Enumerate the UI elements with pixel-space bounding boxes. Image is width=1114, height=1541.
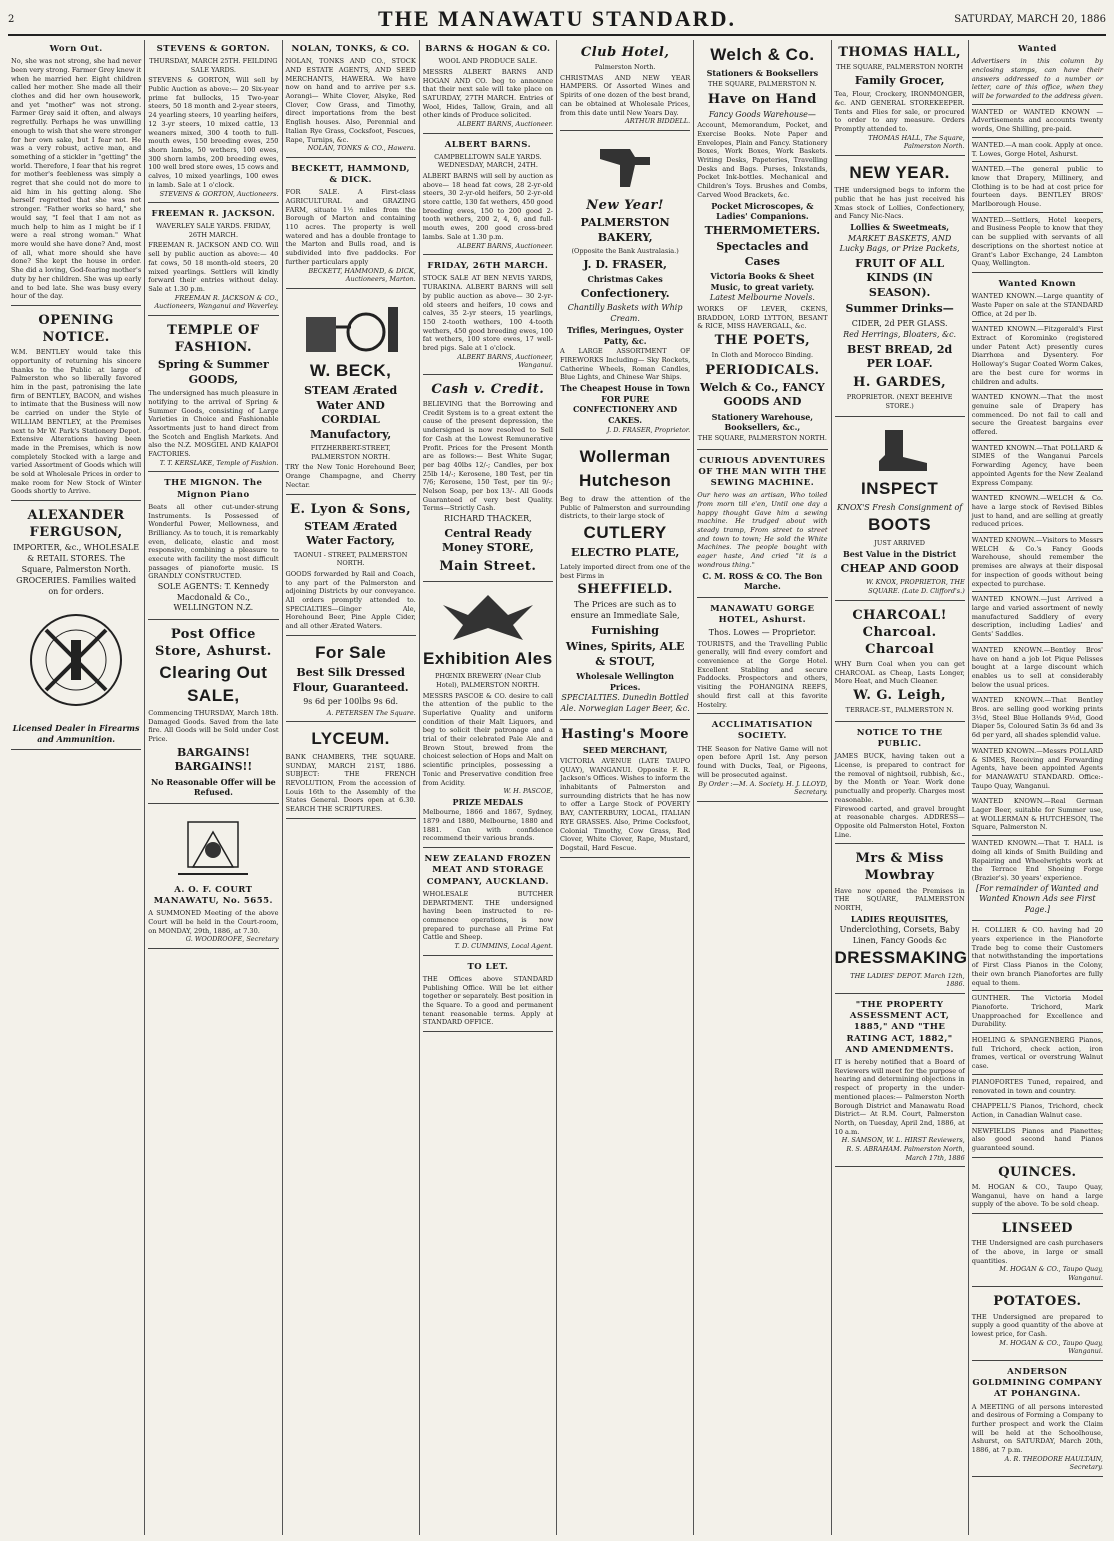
ad-title: ACCLIMATISATION SOCIETY. — [711, 720, 813, 742]
wanted-known-item: WANTED KNOWN.—That POLLARD & SIMES of the Wanganui Parcels Forwarding Agency, have been appointed Agents for the New Zealand Express Company. — [971, 443, 1103, 487]
ad-text: W.M. BENTLEY would take this opportunity of returning his sincere thanks to the Public at large of Palmerston who so liberally favored him in the past, patronising the late firm of BENTLEY, BACON, and wishes to intimate that the Business will now be carried on under the Style of WILLIAM BENTLEY, at the Premises next to Mr W. Park's Stationery Depot. Extensive Alterations having been made in the Premises, which is now completely Stocked with a large and varied Assortment of Goods which will be sold at Wholesale Prices in order to make room for New Stock of Winter Goods shortly to Arrive. — [11, 348, 142, 496]
fraser-bakery-ad — [560, 133, 690, 440]
victoria-books: Victoria Books & Sheet Music, to great variety. — [710, 271, 815, 292]
barns-hogan-ad — [423, 40, 553, 134]
knox-consignment: KNOX'S Fresh Consignment of — [836, 502, 963, 512]
wanted-known-item: WANTED KNOWN.—That Bentley Bros. are selling good working prints 3½d, Steel Blue Hollands 9½d, Good Diaper 5s, Coloured Satin 3s 6d and 3s 6d per yard, all shades splendid value. — [971, 696, 1103, 740]
fireworks: A LARGE ASSORTMENT OF FIREWORKS Including— Sky Rockets, Catherine Wheels, Roman Candles, Blue Lights, and Chinese War Ships. — [560, 347, 691, 382]
ad-title: Cash v. Credit. — [431, 381, 545, 397]
ad-signature: By Order :—M. A. Society. H. J. LLOYD, Secretary. — [698, 779, 828, 797]
collier-pianos-ad — [972, 923, 1103, 1157]
ad-signature: THOMAS HALL, The Square, Palmerston North. — [868, 133, 965, 151]
ad-text: TRY the New Tonic Horehound Beer, Orange Champagne, and Cherry Nectar. — [285, 463, 416, 489]
ad-title: STEVENS & GORTON. — [156, 44, 271, 54]
ad-signature: ALBERT BARNS, Auctioneer. — [457, 120, 553, 129]
ad-text: Beats all other cut-under-strung Instruments. Is Possessed of Wonderful Power, Mellowness, and Brilliancy. As to touch, it is remarkably even, delicate, elastic and most responsive, combining a pleasure to execute with facility the most difficult passages of pianoforte music. IS GRANDLY CONSTRUCTED. — [148, 502, 279, 581]
acclimatisation-ad — [697, 716, 827, 801]
poets-binding: In Cloth and Morocco Binding. — [711, 351, 814, 360]
ad-footer: Licensed Dealer in Firearms and Ammunition. — [12, 723, 140, 744]
wanted-item: WANTED or WANTED KNOWN —Advertisements and accounts twenty words, One Shilling, pre-paid. — [971, 107, 1103, 134]
ad-text: H. COLLIER & CO. having had 20 years experience in the Pianoforte Trade beg to come their Customers that notwithstanding the importations of First Class Pianos in the Colony, their own branch Pianofortes are fully equal to them. — [971, 926, 1103, 987]
ad-subtitle: PHŒNIX BREWERY (Near Club Hotel), PALMERSTON NORTH. — [434, 672, 541, 689]
wanted-known-item: WANTED KNOWN.—Large quantity of Waste Paper on sale at the STANDARD Office, at 2d per lb. — [971, 292, 1103, 318]
nolan-tonks-ad — [286, 40, 416, 158]
boots-heading: BOOTS — [868, 515, 932, 535]
temple-of-fashion-ad — [148, 318, 278, 473]
gardes-name: H. GARDES, — [853, 375, 947, 390]
ad-title: TEMPLE OF FASHION. — [167, 322, 260, 355]
ad-title: MANAWATU GORGE HOTEL, Ashurst. — [710, 603, 815, 625]
charcoal-ad — [835, 603, 965, 722]
ad-subtitle: STEAM Ærated Water Factory, — [304, 519, 398, 548]
ad-text: CHRISTMAS AND NEW YEAR HAMPERS. Of Assorted Wines and Spirits of one dozen of the best brand, can be obtained at Wholesale Prices, from this date until New Years Day. — [560, 73, 691, 117]
ad-text: VICTORIA AVENUE (LATE TAUPO QUAY), WANGANUI. Opposite F. R. Jackson's Offices. Wishes to inform the inhabitants of Palmerston and surrounding districts that he has now to offer a Large Stock of POVERTY BAY, CANTERBURY, LOCAL, ITALIAN RYE GRASSES. Also, Prime Cocksfoot, Colonial Timothy, Cow Grass, Red Clover, White Clover, Rape, Mustard, Dogstail, Hard Fescue. — [560, 756, 691, 852]
nz-frozen-meat-ad — [423, 850, 553, 955]
ad-signature: H. SAMSON, W. L. HIRST Reviewers, R. S. ABRAHAM. Palmerston North, March 17th, 1886 — [841, 1136, 965, 1162]
have-on-hand: Have on Hand — [707, 91, 817, 107]
column-4 — [420, 40, 557, 1535]
linseed-ad — [972, 1216, 1103, 1287]
ad-subtitle: SEED MERCHANT, — [582, 745, 668, 756]
ad-signature: ARTHUR BIDDELL. — [625, 117, 691, 126]
ad-signature: W. H. PASCOE, — [503, 787, 553, 796]
ad-signature: BECKETT, HAMMOND, & DICK, Auctioneers, Marton. — [308, 266, 416, 284]
wanted-known-section — [972, 275, 1103, 921]
wanted-item: WANTED.—The general public to know that Drapery, Millinery, and Clothing is to be had at cost price for fourteen days. BENTLEY BROS' Marlborough House. — [971, 165, 1103, 209]
ad-title: NOTICE TO THE PUBLIC. — [856, 727, 943, 750]
ad-title-2: Hutcheson — [578, 471, 672, 491]
ad-address: THE SQUARE, PALMERSTON N. — [708, 79, 817, 88]
lyon-sons-ad — [286, 497, 416, 636]
ad-subtitle: THURSDAY, MARCH 25TH. FEILDING SALE YARDS. — [149, 57, 278, 74]
ad-signature: A. R. THEODORE HAULTAIN, Secretary. — [1004, 1454, 1103, 1472]
ad-signature: ALBERT BARNS, Auctioneer, Wanganui. — [457, 352, 553, 370]
ad-title: OPENING NOTICE. — [38, 312, 114, 346]
gorge-hotel-ad — [697, 600, 827, 715]
ad-title: LYCEUM. — [311, 729, 390, 749]
for-sale-flour-ad — [286, 638, 416, 723]
ad-subtitle: Thos. Lowes — Proprietor. — [708, 628, 816, 638]
ad-title: W. BECK, — [309, 360, 392, 380]
issue-date: SATURDAY, MARCH 20, 1886 — [954, 14, 1106, 25]
post-office-store-ad — [148, 622, 278, 804]
boot-illustration — [865, 425, 935, 475]
ferguson-ad — [11, 503, 141, 750]
opening-notice-ad — [11, 308, 141, 501]
best-value: Best Value in the District — [843, 549, 957, 560]
newspaper-title: THE MANAWATU STANDARD. — [378, 6, 736, 31]
ad-text: IT is hereby notified that a Board of Reviewers will meet for the purpose of hearing and determining objections in respect of property in the under-mentioned places:— Palmerston North Borough District and Manawatu Road District— At R.M. Court, Palmerston North, on Tuesday, April 2nd, 1886, at 10 a.m. — [834, 1058, 965, 1136]
ad-text: Beg to draw the attention of the Public of Palmerston and surrounding districts, to their large stock of — [560, 494, 691, 521]
ad-title: E. Lyon & Sons, — [290, 501, 412, 517]
page-number: 2 — [8, 14, 15, 25]
ben-nevis-sale-ad — [423, 257, 553, 375]
ad-signature: G. WOODROOFE, Secretary — [185, 935, 279, 944]
pocket-microscopes: Pocket Microscopes, & Ladies' Companions. — [711, 200, 814, 222]
sheffield-text: Lately imported direct from one of the best Firms in — [560, 562, 691, 580]
melbourne-novels: Latest Melbourne Novels. — [709, 293, 815, 303]
ad-title: FRIDAY, 26TH MARCH. — [427, 261, 549, 272]
ad-title: "THE PROPERTY ASSESSMENT ACT, 1885," AND "THE RATING ACT, 1882," AND AMENDMENTS. — [845, 999, 954, 1055]
ad-text: FREEMAN R. JACKSON AND CO. Will sell by public auction as above:— 40 fat cows, 50 18 month-old steers, 20 mixed yearlings. Settlers will kindly forward their entries without delay. Sale at 1.30 p.m. — [148, 241, 279, 293]
bon-marche: C. M. ROSS & CO. The Bon Marche. — [702, 570, 823, 592]
wines-spirits: Wines, Spirits, ALE & STOUT, — [565, 640, 685, 668]
ad-title: Wollerman — [579, 446, 671, 466]
leigh-name: W. G. Leigh, — [853, 688, 946, 704]
ad-title: INSPECT — [861, 479, 939, 499]
ad-signature: NOLAN, TONKS & CO., Hawera. — [307, 144, 416, 153]
chantilly-baskets: Chantilly Baskets with Whip Cream. — [567, 303, 683, 323]
ad-address: FITZHERBERT-STREET, PALMERSTON NORTH. — [310, 444, 391, 461]
ad-signature: M. HOGAN & CO., Taupo Quay, Wanganui. — [999, 1338, 1103, 1356]
section-intro: Advertisers in this column by enclosing stamps, can have their answers addressed to a number or letter, care of this office, when they will be forwarded to the address given. — [971, 57, 1103, 101]
wanted-known-item: WANTED KNOWN.—WELCH & Co. have a large stock of Revised Bibles just to hand, and are selling at greatly reduced prices. — [971, 494, 1103, 529]
ad-subtitle: Palmerston North. — [594, 63, 656, 72]
column-2 — [145, 40, 282, 1535]
ad-title: New Year! — [586, 197, 665, 213]
stevens-gorton-ad — [148, 40, 278, 203]
ad-title: CHARCOAL! Charcoal. Charcoal — [852, 607, 947, 657]
ad-title: NEW YEAR. — [849, 162, 950, 182]
ad-title: Mrs & Miss Mowbray — [855, 851, 944, 884]
ad-title: Club Hotel, — [580, 45, 670, 60]
ad-signature: T. T. KERSLAKE, Temple of Fashion. — [159, 458, 279, 467]
ad-lead: Spring & Summer GOODS, — [157, 358, 269, 386]
ad-text: The undersigned has much pleasure in notifying to the arrival of Spring & Summer Goods, consisting of Large Varieties in Choice and Fashionable Assortments just to hand direct from the Scotch and English Markets. And also the N.Z. MOSGIEL AND KAIAPOI FACTORIES. — [148, 389, 279, 459]
forester-crest-illustration — [173, 812, 253, 882]
ladies-requisites: LADIES REQUISITES, — [850, 913, 949, 924]
cider: CIDER, 2d PER GLASS. — [851, 318, 948, 328]
ad-text: Best Silk Dressed Flour, Guaranteed. — [292, 666, 409, 694]
chappell-text: CHAPPELL'S Pianos, Trichord, check Action, in Canadian Walnut case. — [971, 1102, 1103, 1119]
ad-signature: A. PETERSEN The Square. — [326, 708, 416, 717]
ad-text: STEVENS & GORTON, Will sell by Public Auction as above:— 20 Six-year prime fat bullocks, 15 Two-year steers, 50 18 month and 2-year steers, 24 yearling steers, 10 yearling heifers, 12 3-yr steers, 10 mixed cattle, 13 weaners mixed, 300 4 tooth to full-mouth ewes, 150 breeding ewes, 250 shorn lambs, 50 wethers, 100 ewes, 300 shorn lambs, 200 breeding ewes, 100 well bred store ewes, 15 cows and calves, 10 mixed yearlings, 100 ewes in lamb. Sale at 1 o'clock. — [148, 76, 279, 189]
stationery-warehouse: Stationery Warehouse, Booksellers, &c., — [711, 411, 814, 433]
red-herrings: Red Herrings, Bloaters, &c. — [843, 330, 957, 340]
gardes-new-year-ad — [835, 158, 965, 417]
underclothing: Underclothing, Corsets, Baby Linen, Fancy Goods &c — [839, 925, 960, 945]
ad-subtitle: WAVERLEY SALE YARDS. FRIDAY, 26TH MARCH. — [155, 222, 271, 239]
ad-text: BANK CHAMBERS, THE SQUARE. SUNDAY, MARCH 21ST, 1886. SUBJECT: THE FRENCH REVOLUTION, From the accession of Louis 16th to the Assembly of the States General. Doors open at 6.30. SEARCH THE SCRIPTURES. — [285, 752, 416, 814]
clearing-sale-title: Clearing Out SALE, — [159, 663, 268, 705]
square-address: THE SQUARE, PALMERSTON NORTH. — [697, 434, 827, 442]
ad-subtitle: STEAM Ærated Water AND CORDIAL Manufactory, — [304, 384, 398, 441]
wanted-section — [972, 40, 1103, 273]
ad-title: ALBERT BARNS. — [444, 139, 532, 150]
furnishing: Furnishing — [591, 623, 659, 637]
cash-credit-ad — [423, 377, 553, 582]
ad-title: TO LET. — [467, 961, 509, 972]
wanted-known-item: WANTED KNOWN.—Messrs POLLARD & SIMES, Receiving and Forwarding Agents, have been appointed Agents for MANAWATU STANDARD. Office:- Taupo Quay, Wanganui. — [971, 746, 1103, 790]
central-store-title: Central Ready Money STORE, — [441, 526, 534, 555]
exhibition-ales-ad — [423, 584, 553, 848]
column-6 — [694, 40, 831, 1535]
ad-subtitle: IMPORTER, &c., WHOLESALE & RETAIL STORES. The Square, Palmerston North. — [13, 543, 140, 574]
column-7 — [832, 40, 969, 1535]
article-text: No, she was not strong, she had never been very strong. Farmer Grey knew it when he married her. Eight children called her mother. She made all their clothes and did her own housework, and yet "mother" was not strong. Farmer Grey said it often, and always regretfully. Perhaps he was unwilling enough to wish that she were stronger for her own sake, but I fear not. He was a very robust, active man, and something of a stickler in "getting" the world. Therefore, I fear that his regret for mother's feebleness was simply a regret that she could not do more to aid him in his getting along. She herself regretted that she was not stronger. "Father works so hard," she would say, "I feel that I am not as much help to him as I might be if I were a real strong woman." What more would she have done? And, most of all, what more should she have done? She kept the house in order. She did a loving, God-fearing mother's duty by her children. She was up early and to bed late. She was busy every hour of the day. — [11, 57, 142, 301]
ad-text: ALBERT BARNS will sell by auction as above— 18 head fat cows, 28 2-yr-old steers, 30 2-yr-old heifers, 50 2-yr-old store cattle, 130 fat wethers, 450 good breeding ewes, 150 to 200 good 2-tooth wethers, 200 2, 4, 6, and full-mouth ewes, 200 good cross-bred lambs. Sale at 1.30 p.m. — [422, 171, 553, 241]
wanted-known-item: WANTED KNOWN.—That T. HALL is doing all kinds of Smith Building and Repairing and Wheelwrights work at the Terrace End Shoeing Forge (Brazier's). 30 years' experience. — [971, 839, 1103, 882]
ad-text: TOURISTS, and the Travelling Public generally, will find every comfort and convenience at the Gorge Hotel. Excellent Stabling and secure Paddocks. Prospectors and others, visiting the POHANGINA REEFS, should first call at this favorite Hostelry. — [697, 639, 828, 709]
section-title: Wanted Known — [998, 278, 1077, 289]
just-arrived: JUST ARRIVED — [874, 538, 925, 547]
ad-title: NOLAN, TONKS, & CO. — [291, 44, 410, 54]
thermometers: THERMOMETERS. — [704, 223, 821, 237]
ad-text: GOODS forwarded by Rail and Coach, to any part of the Palmerston and adjoining Districts by our conveyance. All orders promptly attended to. SPECIALTIES—Ginger Ale, Horehound Beer, Pine Apple Cider, and all other Ærated Waters. — [285, 569, 416, 631]
ad-text: NOLAN, TONKS AND CO., STOCK AND ESTATE AGENTS, AND SEED MERCHANTS, HAWERA. We have now on hand and to arrive per s.s. Aorangi— White Clover, Alsyke, Red Clover, Cow Grass, and Timothy, direct importations from the best English houses. Also, Perennial and Italian Rye Grass, Cocksfoot, Fescues, Rape, Turnips, &c. — [285, 57, 416, 144]
ad-text: FOR SALE. A First-class AGRICULTURAL and GRAZING FARM, situate 1½ miles from the Borough of Marton and containing 110 acres. The property is well watered and has a double frontage to the Marton and Bulls road, and is subdivided into five paddocks. For further particulars apply — [285, 188, 416, 266]
ad-text: Commencing THURSDAY, March 18th. Damaged Goods. Saved from the late fire. All Goods will be Sold under Cost Price. — [148, 708, 279, 744]
cutlery-heading: CUTLERY — [583, 522, 667, 542]
wollerman-hutcheson-ad — [560, 442, 690, 720]
ad-title: Hasting's Moore — [561, 727, 689, 743]
ad-signature: RICHARD THACKER, — [444, 514, 532, 524]
pianofortes-text: PIANOFORTES Tuned, repaired, and renovated in town and country. — [971, 1077, 1103, 1095]
hastings-moore-ad — [560, 722, 690, 857]
court-manawatu-ad — [148, 806, 278, 949]
ad-signature: T. D. CUMMINS, Local Agent. — [454, 942, 553, 951]
ad-title: Post Office Store, Ashurst. — [155, 626, 272, 659]
wanted-known-item: WANTED KNOWN.—Visitors to Messrs WELCH & Co.'s Fancy Goods Warehouse, should remember the premises are always at their disposal for inspection of goods without being expected to purchase. — [971, 536, 1103, 588]
ad-title: ANDERSON GOLDMINING COMPANY AT POHANGINA. — [972, 1366, 1103, 1400]
cheap-and-good: CHEAP AND GOOD — [840, 561, 959, 575]
bakery-subtitle: (Opposite the Bank Australasia.) — [571, 247, 679, 256]
albert-barns-ad — [423, 136, 553, 256]
spectacles: Spectacles and Cases — [716, 240, 809, 268]
no-offer-refused: No Reasonable Offer will be Refused. — [150, 776, 276, 798]
anderson-goldmining-ad — [972, 1363, 1103, 1477]
quinces-ad — [972, 1160, 1103, 1214]
fruit: FRUIT OF ALL KINDS (IN SEASON). — [855, 256, 945, 299]
ad-subtitle: Stationers & Booksellers — [706, 68, 819, 79]
gardes-subtitle: PROPRIETOR. (NEXT BEEHIVE STORE.) — [846, 393, 953, 410]
knox-boots-ad — [835, 419, 965, 600]
ad-title: BARNS & HOGAN & CO. — [425, 44, 551, 54]
wanted-known-item: WANTED KNOWN.—Just Arrived a large and varied assortment of newly manufactured Saddlery of every description, including Ladies' and Gents' Saddles. — [971, 595, 1103, 639]
ad-signature: W. KNOX, PROPRIETOR, THE SQUARE. (Late D. Clifford's.) — [865, 578, 965, 595]
ad-text: Our hero was an artisan, Who toiled from morn till e'en, Until one day a happy thought Gave him a sewing machine. He trudged about with steady tramp, From street to street and town to town; He sold the White Machines. The people bought with eager haste, And cried "it is a wondrous thing." — [697, 491, 828, 569]
thomas-hall-ad — [835, 40, 965, 156]
prize-medals-title: PRIZE MEDALS — [452, 796, 524, 807]
ad-title: Welch & Co. — [710, 45, 815, 64]
wholesale-prices: Wholesale Wellington Prices. — [576, 671, 674, 692]
market-baskets: MARKET BASKETS, AND Lucky Bags, or Prize Packets, — [839, 233, 960, 254]
ad-title: QUINCES. — [998, 1164, 1077, 1180]
ad-signature: FREEMAN R. JACKSON & CO., Auctioneers, Wanganui and Waverley. — [154, 293, 279, 311]
ad-subtitle: THE SQUARE, PALMERSTON NORTH — [836, 63, 964, 72]
central-store-street: Main Street. — [439, 558, 537, 574]
works-of-authors: WORKS OF LEVER, CKENS, BRADDON, LORD LYTTON, BESANT & RICE, MISS HAVERGALL, &c. — [697, 304, 828, 331]
wanted-known-item: WANTED KNOWN.—Fitzgerald's First Extract of Korominko (registered under Patent Act) presently cures Diarrhœa and Dysentery. For Holloway's Sugar Coated Worm Cakes, are the best cure for worms in children and adults. — [971, 325, 1103, 386]
bakery-title: PALMERSTON BAKERY, — [580, 215, 670, 244]
wanted-known-item: WANTED KNOWN.—Real German Lager Beer, suitable for Summer use, at WOLLERMAN & HUTCHESON, The Square, Palmerston N. — [971, 797, 1103, 832]
property-assessment-ad — [835, 996, 965, 1167]
fancy-goods-warehouse: Fancy Goods Warehouse— — [708, 109, 816, 119]
ad-title: CURIOUS ADVENTURES OF THE MAN WITH THE SEWING MACHINE. — [698, 455, 827, 489]
ad-title: THE MIGNON. The Mignon Piano — [164, 478, 263, 500]
ad-subtitle: WOOL AND PRODUCE SALE. — [438, 57, 538, 66]
column-1 — [8, 40, 145, 1535]
ad-text: Have now opened the Premises in THE SQUARE, PALMERSTON NORTH, — [834, 886, 965, 913]
notice-public-ad — [835, 724, 965, 844]
lyceum-ad — [286, 724, 416, 818]
ad-title: POTATOES. — [993, 1294, 1082, 1310]
ad-text: BELIEVING that the Borrowing and Credit System is to a great extent the cause of the present depression, the undersigned is now resolved to Sell for Cash at the Lowest Remunerative Profit. Prices for the Present Month are as follows:— Best White Sugar, per bag 40lbs 12/-; Candles, per box 25lb 14/-; Kerosene, 180 Test, per tin 7/6; Kerosene, 150 Test, per tin 9/-; Nelson Soap, per box 13/-. All Goods Guaranteed of very best Quality. Terms—Strictly Cash. — [422, 400, 553, 513]
wanted-known-item: WANTED KNOWN.—That the most genuine sale of Drapery has commenced. Do not fail to call and secure the Greatest bargains ever offered. — [971, 393, 1103, 437]
ad-text: M. HOGAN & CO., Taupo Quay, Wanganui, have on hand a large supply of the above. To be sold cheap. — [971, 1182, 1103, 1209]
ad-signature: STEVENS & GORTON, Auctioneers. — [159, 189, 279, 198]
bargains-banner: BARGAINS! BARGAINS!! — [174, 745, 253, 774]
fancy-goods-heading: Welch & Co., FANCY GOODS AND — [700, 380, 825, 409]
cutlery-emblem-illustration — [21, 600, 131, 720]
ad-text: THE Undersigned are prepared to supply a good quantity of the above at lowest price, for Cash. — [971, 1312, 1103, 1339]
ad-text: MESSRS ALBERT BARNS AND HOGAN AND CO. beg to announce that their next sale will take place on SATURDAY, 27TH MARCH. Entries of Wool, Hides, Tallow, Grain, and all other kinds of Produce solicited. — [422, 67, 553, 120]
ad-address: TAONUI - STREET, PALMERSTON NORTH. — [293, 550, 408, 568]
ad-signature: J. D. FRASER, Proprietor. — [607, 426, 691, 435]
ad-title: NEW ZEALAND FROZEN MEAT AND STORAGE COMPANY, AUCKLAND. — [424, 854, 552, 887]
ad-text: JAMES BUCK, having taken out a License, is prepared to contract for the removal of nightsoil, rubbish, &c., by the Month or Year. Work done punctually and properly. Charges most reasonable. — [834, 752, 965, 804]
column-3 — [283, 40, 420, 1535]
ad-text: A MEETING of all persons interested and desirous of Forming a Company to further prospect and work the Claim will be held at the Schoolhouse, Ashurst, on SATURDAY, March 20th, 1886, at 7 p.m. — [971, 1402, 1103, 1455]
ad-agent: SOLE AGENTS: T. Kennedy Macdonald & Co., WELLINGTON N.Z. — [157, 582, 269, 613]
mignon-piano-ad — [148, 474, 278, 619]
ad-text: STOCK SALE AT BEN NEVIS YARDS, TURAKINA. ALBERT BARNS will sell by public auction as above— 30 2-yr-old steers and heifers, 10 cows and calves, 35 2-yr steers, 15 yearlings, 150 2-tooth wethers, 100 4-tooth wethers, 450 good breeding ewes, 100 fat wethers, 100 store ewes, 17 well-bred pigs. Sale at 1 o'clock. — [422, 274, 553, 353]
potatoes-ad — [972, 1289, 1103, 1360]
lollies: Lollies & Sweetmeats, — [850, 222, 949, 233]
trifles: Trifles, Meringues, Oyster Patty, &c. — [566, 325, 684, 346]
pointing-hand-illustration — [590, 139, 660, 194]
fraser-name: J. D. FRASER, — [583, 257, 667, 271]
wanted-remainder-note: [For remainder of Wanted and Wanted Known Ads see First Page.] — [976, 883, 1099, 914]
to-let-ad — [423, 958, 553, 1032]
hoeling-text: HOELING & SPANGENBERG Pianos, full Trichord, check action, iron frames, vertical or overstrung Walnut case. — [971, 1036, 1103, 1071]
electro-plate: ELECTRO PLATE, — [570, 546, 680, 560]
cheapest-house: The Cheapest House in Town FOR PURE CONFECTIONERY AND CAKES. — [560, 383, 690, 425]
beck-aerated-water-ad — [286, 291, 416, 495]
wanted-item: WANTED.—Settlers, Hotel keepers, and Business People to know that they can be supplied with servants of all descriptions on the shortest notice at Grant's Labor Exchange, 24 Lambton Quay, Wellington. — [971, 215, 1103, 268]
ad-text: THE undersigned begs to inform the public that he has just received his Xmas stock of Lollies, Confectionery, and Fancy Nic-Nacs. — [834, 186, 965, 221]
masthead — [8, 6, 1106, 36]
dressmaking: DRESSMAKING — [834, 948, 968, 968]
ad-title: ALEXANDER FERGUSON, — [27, 508, 125, 541]
column-8 — [969, 40, 1106, 1535]
prize-medals-text: Melbourne, 1866 and 1867, Sydney, 1879 and 1880, Melbourne, 1880 and 1881. Can with confidence recommend their various brands. — [422, 808, 553, 843]
confectionery: Confectionery. — [580, 286, 670, 300]
ad-title: Exhibition Ales — [423, 648, 553, 668]
summer-drinks: Summer Drinks— — [845, 302, 954, 316]
article-title: Worn Out. — [49, 44, 103, 54]
ad-text: THE Undersigned are cash purchasers of the above, in large or small quantities. — [971, 1239, 1103, 1265]
ad-title: FREEMAN R. JACKSON. — [151, 209, 276, 220]
newfields-text: NEWFIELDS Pianos and Pianettes; also good second hand Pianos guaranteed sound. — [971, 1126, 1103, 1153]
firewood-text: Firewood carted, and gravel brought at reasonable charges. ADDRESS—Opposite old Palmerston Hotel, Foxton Line. — [834, 804, 965, 839]
column-5 — [557, 40, 694, 1535]
ad-title: For Sale — [315, 642, 387, 662]
family-grocer: Family Grocer, — [854, 73, 945, 87]
ad-subtitle: CAMPBELLTOWN SALE YARDS. WEDNESDAY, MARCH, 24TH. — [434, 152, 542, 170]
gunther-text: GUNTHER. The Victoria Model Pianoforte. Trichord, Mark Unapproached for Excellence and Durability. — [971, 994, 1103, 1029]
ad-title: BECKETT, HAMMOND, & DICK. — [291, 163, 411, 186]
wanted-known-item: WANTED KNOWN.—Bentley Bros' have on hand a job lot Pique Pelisses bought at a large discount which enables us to sell at considerably below the usual prices. — [971, 645, 1103, 689]
section-title: Wanted — [1017, 44, 1057, 54]
immediate-sale: The Prices are such as to ensure an Immediate Sale, — [570, 600, 680, 620]
ad-text: THE Offices above STANDARD Publishing Office. Will be let either together or separately. Best position in the Square. To a good and permanent tenant reasonable terms. Apply at STANDARD OFFICE. — [422, 974, 553, 1027]
ad-text: WHY Burn Coal when you can get CHARCOAL as Cheap, Lasts Longer, More Heat, and Much Cleaner. — [834, 660, 965, 686]
dunedin-ale: SPECIALTIES. Dunedin Bottled Ale. Norwegian Lager Beer, &c. — [560, 693, 690, 713]
welch-co-ad — [697, 40, 827, 450]
ad-title: THOMAS HALL, — [838, 45, 962, 60]
wanted-item: WANTED.—A man cook. Apply at once. T. Lowes, Gorge Hotel, Ashurst. — [971, 140, 1103, 158]
leigh-address: TERRACE-ST., PALMERSTON N. — [845, 706, 954, 715]
christmas-cakes: Christmas Cakes — [587, 274, 663, 285]
best-bread: BEST BREAD, 2d PER LOAF. — [847, 342, 953, 371]
worn-out-article — [11, 40, 141, 306]
periodicals: PERIODICALS. — [705, 362, 820, 378]
ad-text: WHOLESALE BUTCHER DEPARTMENT. THE undersigned having been instructed to re-commence operations, is now prepared to purchase all Prime Fat Cattle and Sheep. — [422, 889, 553, 942]
ad-text: Tea, Flour, Crockery, IRONMONGER, &c. AND GENERAL STOREKEEPER. Tents and Flies for sale, or procured to order to any measure. Orders Promptly attended to. — [834, 90, 965, 134]
flour-price: 9s 6d per 100lbs 9s 6d. — [303, 697, 399, 707]
ad-title: A. O. F. COURT MANAWATU, No. 5655. — [153, 884, 274, 907]
ad-title: LINSEED — [1001, 1221, 1073, 1237]
beckett-hammond-ad — [286, 160, 416, 289]
freeman-jackson-ad — [148, 205, 278, 316]
club-hotel-ad — [560, 40, 690, 131]
the-poets: THE POETS, — [714, 332, 811, 348]
sheffield-heading: SHEFFIELD. — [577, 582, 673, 598]
ad-signature: THE LADIES' DEPOT. March 12th, 1886. — [850, 971, 965, 989]
ad-text: THE Season for Native Game will not open before April 1st. Any person found with Ducks, Teal, or Pigeons, will be prosecuted against. — [697, 744, 828, 779]
ad-signature: ALBERT BARNS, Auctioneer. — [457, 241, 553, 250]
machinery-illustration — [296, 297, 406, 357]
ad-text: A SUMMONED Meeting of the above Court will be held in the Court-room, on MONDAY, 29th, 1886, at 7.30. — [148, 909, 279, 935]
ad-text: MESSRS PASCOE & CO. desire to call the attention of the public to the Superlative Quality and uniform condition of their Malt Liquors, and beg to solicit their patronage and a trial of their celebrated Pale Ale and Brown Stout, brewed from the choicest selection of Hops and Malt on scientific principles, possessing a Tonic and Preservative condition free from Acidity. — [422, 691, 553, 787]
sewing-machine-ad — [697, 452, 827, 598]
mowbray-ad — [834, 846, 968, 994]
ad-signature: M. HOGAN & CO., Taupo Quay, Wanganui. — [999, 1265, 1103, 1282]
ad-groceries: GROCERIES. Families waited on for orders. — [16, 576, 137, 596]
phoenix-illustration — [433, 590, 543, 645]
ad-text: Account, Memorandum, Pocket, and Exercise Books. Note Paper and Envelopes, Plain and Fancy. Stationery Boxes, Work Boxes, Work Baskets. Writing Desks, Papeteries, Travelling Desks and Bags. Purses, Inkstands, Pocket Ink-bottles. Mechanical and Children's Toys. Brushes and Combs, Carved Wood Brackets, &c. — [697, 121, 828, 199]
